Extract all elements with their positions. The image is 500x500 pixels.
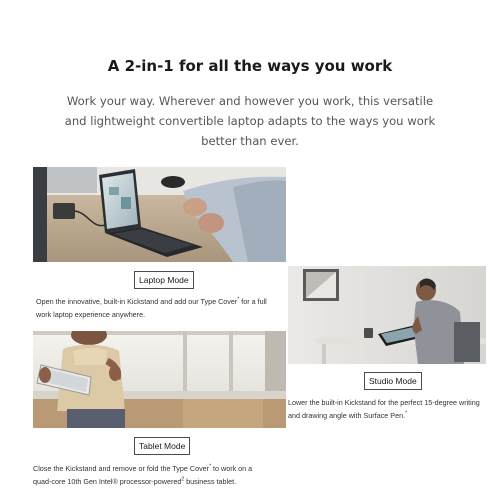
- laptop-desc-line-1: Open the innovative, built-in Kickstand and add our Type Cover* for a full: [36, 296, 267, 306]
- tablet-mode-photo: [33, 331, 286, 428]
- studio-desc-line-2: and drawing angle with Surface Pen.*: [288, 410, 408, 420]
- studio-desc-line-1: Lower the built-in Kickstand for the perfect 15-degree writing: [288, 398, 480, 407]
- laptop-mode-description: [36, 296, 267, 321]
- laptop-mode-button[interactable]: Laptop Mode: [134, 271, 194, 289]
- studio-mode-button[interactable]: Studio Mode: [364, 372, 422, 390]
- tablet-mode-button[interactable]: Tablet Mode: [134, 437, 190, 455]
- intro-line-3: better than ever.: [201, 134, 299, 148]
- studio-mode-description: [288, 397, 480, 422]
- tablet-mode-description: [33, 463, 252, 488]
- section-headline: A 2-in-1 for all the ways you work: [107, 57, 393, 75]
- studio-mode-photo: [288, 266, 486, 364]
- intro-line-1: Work your way. Wherever and however you work, this versatile: [66, 94, 434, 108]
- intro-line-2: and lightweight convertible laptop adapts to the ways you work: [64, 114, 436, 128]
- laptop-mode-photo: [33, 167, 286, 262]
- tablet-desc-line-2: quad-core 10th Gen Intel® processor-powered$^2$ business tablet.: [33, 476, 237, 486]
- laptop-desc-line-2: work laptop experience anywhere.: [36, 309, 146, 319]
- tablet-desc-line-1: Close the Kickstand and remove or fold the Type Cover* to work on a: [33, 463, 253, 473]
- section-intro: [60, 91, 440, 151]
